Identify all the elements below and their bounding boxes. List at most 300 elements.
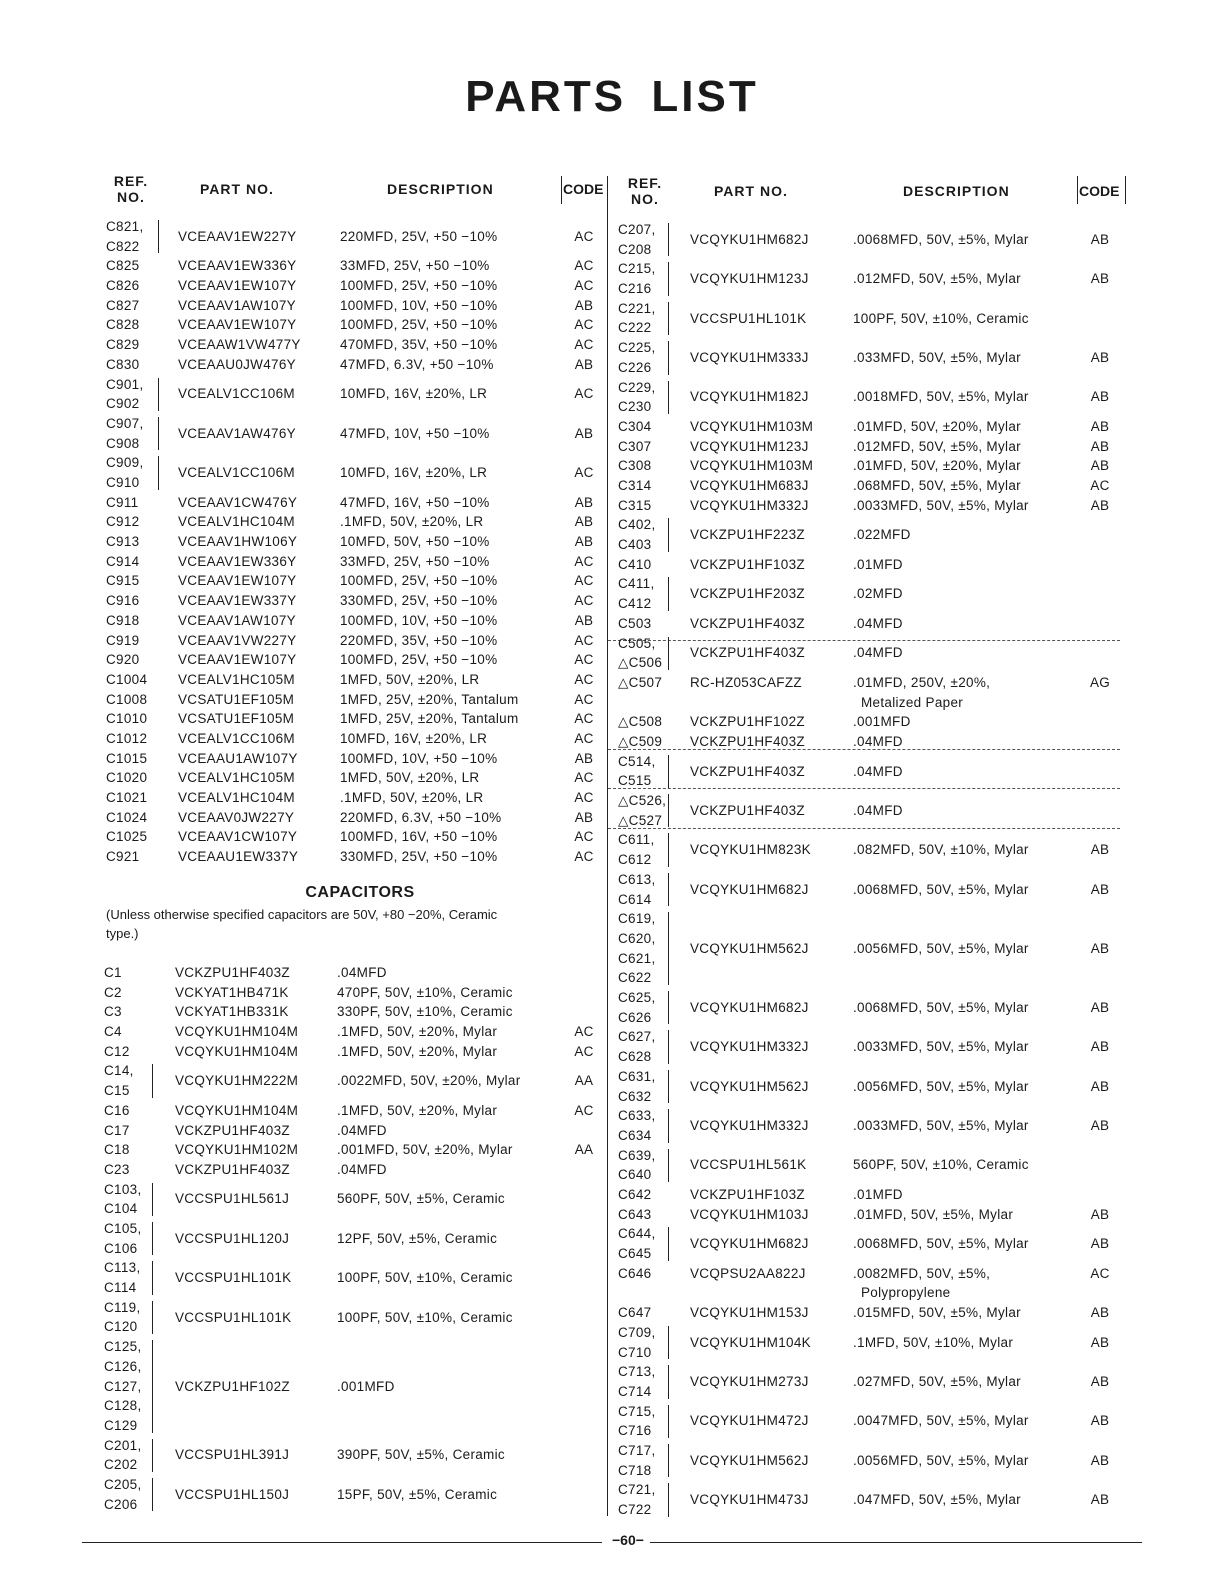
- code: AB: [1090, 438, 1110, 454]
- description: .0033MFD, 50V, ±5%, Mylar: [853, 497, 1029, 513]
- description: .1MFD, 50V, ±20%, LR: [340, 790, 484, 805]
- safety-dash-line: [608, 828, 1120, 829]
- ref-number: C104: [104, 1201, 138, 1217]
- ref-number: C827: [106, 297, 140, 313]
- description: .012MFD, 50V, ±5%, Mylar: [853, 271, 1021, 287]
- group-brace: [668, 302, 669, 335]
- part-number: VCKZPU1HF403Z: [690, 615, 805, 631]
- ref-number: C14,: [104, 1063, 134, 1079]
- description: 10MFD, 16V, ±20%, LR: [340, 465, 488, 481]
- ref-number: C18: [104, 1142, 130, 1158]
- ref-number: C1025: [106, 829, 148, 845]
- part-number: VCQYKU1HM473J: [690, 1492, 809, 1508]
- description: 470PF, 50V, ±10%, Ceramic: [337, 984, 513, 1000]
- ref-number: C503: [618, 615, 652, 631]
- group-brace: [668, 262, 669, 295]
- ref-number: C208: [618, 241, 652, 257]
- ref-number: C230: [618, 399, 652, 415]
- ref-number: C119,: [104, 1299, 141, 1315]
- ref-number: △C508: [618, 714, 663, 730]
- header-ref-right: [622, 175, 668, 207]
- part-number: VCQYKU1HM104M: [175, 1024, 299, 1040]
- part-number: VCQYKU1HM682J: [690, 881, 809, 897]
- code: AC: [1090, 1265, 1110, 1281]
- description: 390PF, 50V, ±5%, Ceramic: [337, 1447, 505, 1463]
- ref-number: C611,: [618, 832, 655, 848]
- description: .04MFD: [853, 763, 903, 779]
- group-brace: [152, 1183, 153, 1216]
- part-number: VCEAAU0JW476Y: [178, 356, 296, 372]
- description: 33MFD, 25V, +50 −10%: [340, 553, 490, 569]
- part-number: VCQYKU1HM682J: [690, 999, 809, 1015]
- part-number: VCKYAT1HB471K: [175, 984, 289, 1000]
- group-brace: [152, 1222, 153, 1255]
- part-number: VCQYKU1HM683J: [690, 478, 809, 494]
- header-desc-right: DESCRIPTION: [903, 183, 1010, 199]
- part-number: VCCSPU1HL101K: [690, 310, 807, 326]
- part-number: VCKZPU1HF403Z: [690, 802, 805, 818]
- code: AB: [1090, 1118, 1110, 1134]
- part-number: VCCSPU1HL101K: [175, 1309, 292, 1325]
- ref-number: C645: [618, 1246, 652, 1262]
- ref-number: C215,: [618, 261, 656, 277]
- part-number: VCEAAV1AW107Y: [178, 297, 296, 313]
- description: .0068MFD, 50V, ±5%, Mylar: [853, 231, 1029, 247]
- ref-number: C12: [104, 1043, 130, 1059]
- ref-number: C901,: [106, 376, 144, 392]
- ref-number: C106: [104, 1240, 138, 1256]
- part-number: VCEAAV1HW106Y: [178, 534, 298, 550]
- code: AG: [1089, 674, 1111, 690]
- part-number: VCKZPU1HF403Z: [175, 965, 290, 980]
- description: 15PF, 50V, ±5%, Ceramic: [337, 1486, 498, 1502]
- description: .012MFD, 50V, ±5%, Mylar: [853, 438, 1021, 454]
- part-number: VCEAAV1EW107Y: [178, 278, 297, 294]
- description: .04MFD: [853, 645, 903, 661]
- code: AB: [1090, 458, 1110, 474]
- description: .015MFD, 50V, ±5%, Mylar: [853, 1305, 1021, 1321]
- ref-number: C307: [618, 438, 652, 454]
- part-number: VCEAAV1EW107Y: [178, 573, 297, 589]
- description: 560PF, 50V, ±10%, Ceramic: [853, 1157, 1029, 1173]
- ref-number: C125,: [104, 1339, 142, 1355]
- ref-number: C308: [618, 458, 652, 474]
- group-brace: [152, 1439, 153, 1472]
- part-number: VCEAAV1EW336Y: [178, 258, 297, 274]
- group-brace: [668, 1030, 669, 1063]
- description: 220MFD, 25V, +50 −10%: [340, 228, 498, 244]
- code: AC: [574, 553, 594, 569]
- part-number: VCEAAV1AW476Y: [178, 425, 296, 441]
- header-ref-label: REF.: [627, 175, 663, 191]
- code: AB: [1090, 1334, 1110, 1350]
- description-continued: Metalized Paper: [861, 694, 964, 710]
- part-number: VCQYKU1HM123J: [690, 271, 809, 287]
- ref-number: C710: [618, 1344, 652, 1360]
- ref-number: △C507: [618, 674, 663, 690]
- description: .04MFD: [337, 965, 387, 980]
- ref-number: C909,: [106, 455, 144, 471]
- part-number: VCCSPU1HL150J: [175, 1486, 290, 1502]
- group-brace: [668, 577, 669, 610]
- part-number: VCQYKU1HM562J: [690, 1078, 809, 1094]
- description: .047MFD, 50V, ±5%, Mylar: [853, 1492, 1021, 1508]
- ref-number: C515: [618, 773, 652, 789]
- ref-number: C410: [618, 556, 652, 572]
- code: AC: [1090, 478, 1110, 494]
- code: AC: [574, 691, 594, 707]
- description: 100PF, 50V, ±10%, Ceramic: [853, 310, 1029, 326]
- ref-number: C714: [618, 1383, 652, 1399]
- ref-number: C640: [618, 1167, 652, 1183]
- ref-number: C646: [618, 1265, 652, 1281]
- code: AB: [1090, 940, 1110, 956]
- ref-number: C625,: [618, 990, 656, 1006]
- part-number: VCEAAV1EW107Y: [178, 652, 297, 668]
- description: 1MFD, 25V, ±20%, Tantalum: [340, 691, 519, 707]
- description: .0068MFD, 50V, ±5%, Mylar: [853, 999, 1029, 1015]
- ref-number: C205,: [104, 1477, 142, 1493]
- part-number: VCCSPU1HL561K: [690, 1157, 807, 1173]
- ref-number: C639,: [618, 1147, 656, 1163]
- group-brace: [152, 1301, 153, 1334]
- description: .04MFD: [853, 734, 903, 750]
- part-number: VCEAAV1VW227Y: [178, 632, 297, 648]
- description: .01MFD, 50V, ±5%, Mylar: [853, 1206, 1014, 1222]
- ref-number: C1008: [106, 691, 148, 707]
- description: .04MFD: [853, 802, 903, 818]
- part-number: VCQYKU1HM472J: [690, 1413, 809, 1429]
- ref-number: C15: [104, 1083, 130, 1099]
- part-number: VCSATU1EF105M: [178, 711, 295, 727]
- group-brace: [668, 1365, 669, 1398]
- ref-number: C830: [106, 356, 140, 372]
- part-number: VCCSPU1HL391J: [175, 1447, 290, 1463]
- ref-number: C207,: [618, 222, 656, 237]
- code: AB: [1090, 231, 1110, 247]
- group-brace: [668, 794, 669, 827]
- part-number: VCEALV1HC104M: [178, 790, 295, 805]
- part-number: VCKZPU1HF403Z: [175, 1161, 290, 1177]
- code: AC: [574, 228, 594, 244]
- code: AB: [1090, 881, 1110, 897]
- ref-number: C621,: [618, 950, 656, 966]
- description: 100MFD, 10V, +50 −10%: [340, 612, 498, 628]
- ref-number: C1020: [106, 770, 148, 786]
- ref-number: C3: [104, 1004, 122, 1020]
- code: AB: [1090, 389, 1110, 405]
- group-brace: [158, 220, 159, 253]
- group-brace: [668, 1444, 669, 1477]
- description: .0068MFD, 50V, ±5%, Mylar: [853, 881, 1029, 897]
- ref-number: C23: [104, 1161, 130, 1177]
- code: AC: [574, 632, 594, 648]
- description: .04MFD: [337, 1161, 387, 1177]
- code: AC: [574, 317, 594, 333]
- ref-number: C644,: [618, 1226, 656, 1242]
- safety-dash-line: [608, 788, 1120, 789]
- description: .01MFD: [853, 1187, 903, 1203]
- ref-number: C229,: [618, 379, 656, 395]
- description: .01MFD: [853, 556, 903, 572]
- part-number: VCEAAV1EW336Y: [178, 553, 297, 569]
- ref-number: C910: [106, 474, 140, 490]
- ref-number: C1010: [106, 711, 148, 727]
- part-number: VCKZPU1HF102Z: [175, 1378, 290, 1394]
- ref-number: C128,: [104, 1398, 142, 1414]
- ref-number: C902: [106, 396, 140, 412]
- description: 560PF, 50V, ±5%, Ceramic: [337, 1191, 505, 1207]
- ref-number: C226: [618, 359, 652, 375]
- part-number: VCSATU1EF105M: [178, 691, 295, 707]
- description: .0056MFD, 50V, ±5%, Mylar: [853, 1078, 1029, 1094]
- part-number: VCQYKU1HM102M: [175, 1142, 299, 1158]
- code: AC: [574, 278, 594, 294]
- ref-number: C105,: [104, 1220, 142, 1236]
- group-brace: [668, 755, 669, 788]
- ref-number: C411,: [618, 576, 655, 592]
- ref-number: C821,: [106, 219, 144, 234]
- ref-number: C647: [618, 1305, 652, 1321]
- description: 10MFD, 16V, ±20%, LR: [340, 730, 488, 746]
- group-brace: [668, 637, 669, 670]
- ref-number: C17: [104, 1122, 130, 1138]
- code: AB: [1090, 418, 1110, 434]
- part-number: VCEAAV1AW107Y: [178, 612, 296, 628]
- code: AC: [574, 1043, 594, 1059]
- part-number: VCEALV1HC105M: [178, 770, 295, 786]
- code: AC: [574, 573, 594, 589]
- code: AB: [1090, 1374, 1110, 1390]
- part-number: VCQYKU1HM682J: [690, 1236, 809, 1252]
- group-brace: [158, 456, 159, 489]
- group-brace: [668, 833, 669, 866]
- description: 12PF, 50V, ±5%, Ceramic: [337, 1230, 498, 1246]
- description: 330MFD, 25V, +50 −10%: [340, 849, 498, 865]
- part-number: VCQYKU1HM333J: [690, 350, 809, 366]
- part-number: VCKZPU1HF103Z: [690, 1187, 805, 1203]
- ref-number: C113,: [104, 1260, 141, 1276]
- header-no-label: NO.: [117, 189, 145, 205]
- column-rule: [561, 176, 562, 204]
- code: AC: [574, 829, 594, 845]
- ref-number: C505,: [618, 635, 656, 651]
- header-code-right: CODE: [1079, 183, 1120, 199]
- part-number: VCCSPU1HL120J: [175, 1230, 290, 1246]
- description: 47MFD, 10V, +50 −10%: [340, 425, 490, 441]
- description: .0018MFD, 50V, ±5%, Mylar: [853, 389, 1029, 405]
- ref-number: C914: [106, 553, 140, 569]
- group-brace: [152, 1261, 153, 1294]
- group-brace: [152, 1064, 153, 1097]
- ref-number: C202: [104, 1457, 138, 1473]
- ref-number: C1012: [106, 730, 148, 746]
- part-number: VCQYKU1HM123J: [690, 438, 809, 454]
- code: AA: [574, 1073, 594, 1089]
- group-brace: [668, 1405, 669, 1438]
- code: AB: [1090, 1452, 1110, 1468]
- description: .022MFD: [853, 527, 911, 543]
- ref-number: C620,: [618, 930, 656, 946]
- description: .027MFD, 50V, ±5%, Mylar: [853, 1374, 1021, 1390]
- part-number: VCQYKU1HM182J: [690, 389, 809, 405]
- ref-number: C314: [618, 478, 652, 494]
- ref-number: C921: [106, 849, 140, 865]
- description: .0056MFD, 50V, ±5%, Mylar: [853, 940, 1029, 956]
- capacitors-note: (Unless otherwise specified capacitors are 50V, +80 −20%, Ceramic type.): [106, 907, 498, 941]
- ref-number: △C506: [618, 655, 663, 671]
- part-number: VCQYKU1HM332J: [690, 497, 809, 513]
- ref-number: C916: [106, 593, 140, 609]
- group-brace: [668, 912, 669, 985]
- code: AB: [574, 750, 594, 766]
- header-ref-left: [108, 173, 154, 205]
- column-rule: [1125, 176, 1126, 204]
- code: AC: [574, 770, 594, 786]
- part-number: VCKZPU1HF103Z: [690, 556, 805, 572]
- ref-number: C908: [106, 435, 140, 451]
- ref-number: C1015: [106, 750, 148, 766]
- part-number: VCEAAV1EW107Y: [178, 317, 297, 333]
- ref-number: C907,: [106, 415, 144, 431]
- description: .068MFD, 50V, ±5%, Mylar: [853, 478, 1021, 494]
- ref-number: △C527: [618, 812, 663, 828]
- group-brace: [152, 1340, 153, 1433]
- ref-number: C919: [106, 632, 140, 648]
- ref-number: C632: [618, 1088, 652, 1104]
- ref-number: C4: [104, 1024, 122, 1040]
- ref-number: C216: [618, 281, 652, 297]
- group-brace: [668, 518, 669, 551]
- part-number: VCEAAV1EW337Y: [178, 593, 297, 609]
- part-number: VCKYAT1HB331K: [175, 1004, 289, 1020]
- column-rule: [1077, 176, 1078, 204]
- ref-number: C709,: [618, 1324, 656, 1340]
- code: AB: [1090, 271, 1110, 287]
- ref-number: C822: [106, 238, 140, 254]
- ref-number: C222: [618, 320, 652, 336]
- group-brace: [668, 873, 669, 906]
- part-number: VCQYKU1HM104M: [175, 1102, 299, 1118]
- part-number: VCQYKU1HM682J: [690, 231, 809, 247]
- description: 220MFD, 6.3V, +50 −10%: [340, 809, 502, 825]
- header-desc-left: DESCRIPTION: [387, 181, 494, 197]
- ref-number: C911: [106, 494, 139, 510]
- part-number: VCQPSU2AA822J: [690, 1265, 806, 1281]
- code: AC: [574, 1024, 594, 1040]
- description: .0082MFD, 50V, ±5%,: [853, 1265, 991, 1281]
- group-brace: [668, 1070, 669, 1103]
- description: .01MFD, 50V, ±20%, Mylar: [853, 458, 1021, 474]
- description: .001MFD, 50V, ±20%, Mylar: [337, 1142, 513, 1158]
- code: AB: [574, 425, 594, 441]
- group-brace: [668, 223, 669, 256]
- part-number: VCKZPU1HF403Z: [175, 1122, 290, 1138]
- description: .0068MFD, 50V, ±5%, Mylar: [853, 1236, 1029, 1252]
- description: .1MFD, 50V, ±20%, Mylar: [337, 1102, 498, 1118]
- part-number: VCCSPU1HL101K: [175, 1270, 292, 1286]
- code: AB: [574, 612, 594, 628]
- ref-number: C206: [104, 1496, 138, 1512]
- description: 10MFD, 16V, ±20%, LR: [340, 386, 488, 402]
- part-number: VCKZPU1HF403Z: [690, 734, 805, 750]
- code: AB: [574, 494, 594, 510]
- part-number: VCEALV1CC106M: [178, 730, 295, 746]
- header-ref-label: REF.: [113, 173, 149, 189]
- description: .0056MFD, 50V, ±5%, Mylar: [853, 1452, 1029, 1468]
- description: .001MFD: [853, 714, 911, 730]
- description-continued: Polypropylene: [861, 1285, 951, 1301]
- description: .04MFD: [853, 615, 903, 631]
- column-rule: [607, 176, 608, 1516]
- description: 1MFD, 50V, ±20%, LR: [340, 671, 480, 687]
- ref-number: C304: [618, 418, 652, 434]
- part-number: VCEAAW1VW477Y: [178, 337, 301, 353]
- part-number: VCEAAV0JW227Y: [178, 809, 295, 825]
- ref-number: C912: [106, 514, 140, 530]
- ref-number: C2: [104, 984, 122, 1000]
- description: .1MFD, 50V, ±20%, LR: [340, 514, 484, 530]
- ref-number: C915: [106, 573, 140, 589]
- ref-number: C619,: [618, 911, 656, 927]
- description: .04MFD: [337, 1122, 387, 1138]
- description: 47MFD, 6.3V, +50 −10%: [340, 356, 494, 372]
- part-number: VCEAAU1EW337Y: [178, 849, 299, 865]
- code: AB: [1090, 1413, 1110, 1429]
- code: AC: [574, 652, 594, 668]
- header-code-left: CODE: [563, 181, 604, 197]
- group-brace: [158, 378, 159, 411]
- part-number: VCEAAU1AW107Y: [178, 750, 298, 766]
- part-number: VCEALV1CC106M: [178, 465, 295, 481]
- code: AB: [1090, 1206, 1110, 1222]
- code: AC: [574, 1102, 594, 1118]
- ref-number: C1024: [106, 809, 148, 825]
- part-number: VCQYKU1HM103M: [690, 418, 814, 434]
- group-brace: [668, 1227, 669, 1260]
- ref-number: C826: [106, 278, 140, 294]
- description: .1MFD, 50V, ±20%, Mylar: [337, 1043, 498, 1059]
- code: AB: [1090, 497, 1110, 513]
- group-brace: [668, 1483, 669, 1516]
- description: 100MFD, 25V, +50 −10%: [340, 278, 498, 294]
- ref-number: C1: [104, 965, 122, 980]
- code: AB: [1090, 1236, 1110, 1252]
- ref-number: C920: [106, 652, 140, 668]
- part-number: VCQYKU1HM273J: [690, 1374, 809, 1390]
- group-brace: [668, 1109, 669, 1142]
- description: .033MFD, 50V, ±5%, Mylar: [853, 350, 1021, 366]
- part-number: VCQYKU1HM562J: [690, 940, 809, 956]
- ref-number: C717,: [618, 1443, 656, 1459]
- safety-dash-line: [608, 640, 1120, 641]
- part-number: VCQYKU1HM332J: [690, 1039, 809, 1055]
- capacitors-heading: CAPACITORS: [305, 884, 415, 901]
- description: 100MFD, 25V, +50 −10%: [340, 573, 498, 589]
- ref-number: △C526,: [618, 793, 667, 809]
- ref-number: C721,: [618, 1482, 656, 1498]
- ref-number: C722: [618, 1502, 652, 1518]
- group-brace: [668, 1326, 669, 1359]
- code: AB: [1090, 1039, 1110, 1055]
- ref-number: C913: [106, 534, 140, 550]
- description: 470MFD, 35V, +50 −10%: [340, 337, 498, 353]
- part-number: VCQYKU1HM222M: [175, 1073, 299, 1089]
- group-brace: [152, 1478, 153, 1511]
- ref-number: C626: [618, 1009, 652, 1025]
- ref-number: C628: [618, 1049, 652, 1065]
- description: 1MFD, 50V, ±20%, LR: [340, 770, 480, 786]
